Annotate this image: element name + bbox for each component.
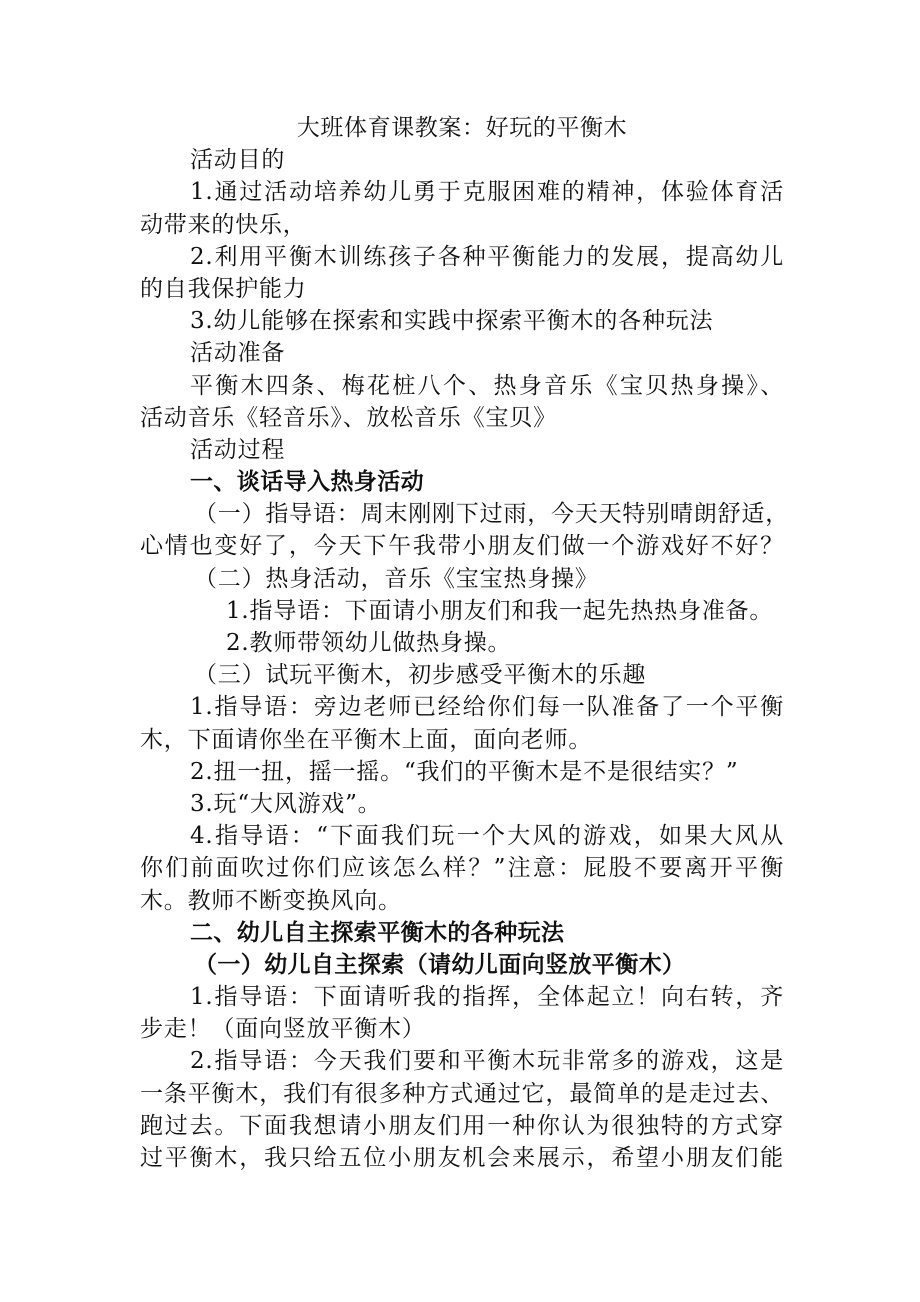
paragraph-line: （一）指导语：周末刚刚下过雨，今天天特别晴朗舒适， — [194, 501, 789, 528]
paragraph-line: 动带来的快乐， — [140, 211, 307, 238]
paragraph-line: 过平衡木，我只给五位小朋友机会来展示，希望小朋友们能 — [140, 1145, 784, 1171]
paragraph-line: 2.教师带领幼儿做热身操。 — [226, 630, 512, 656]
paragraph-line: 4.指导语：“下面我们玩一个大风的游戏，如果大风从 — [190, 823, 784, 850]
paragraph-line: 一条平衡木，我们有很多种方式通过它，最简单的是走过去、 — [140, 1080, 784, 1107]
document-title: 大班体育课教案：好玩的平衡木 — [296, 115, 628, 141]
paragraph-line: 活动音乐《轻音乐》、放松音乐《宝贝》 — [140, 404, 557, 431]
paragraph-line: 木。教师不断变换风向。 — [140, 887, 402, 914]
paragraph-line: （三）试玩平衡木，初步感受平衡木的乐趣 — [194, 662, 647, 689]
paragraph-line: 心情也变好了，今天下午我带小朋友们做一个游戏好不好？ — [140, 533, 784, 560]
paragraph-line: 2.扭一扭，摇一摇。“我们的平衡木是不是很结实？” — [190, 758, 739, 785]
paragraph-line: 3.幼儿能够在探索和实践中探索平衡木的各种玩法 — [190, 308, 714, 335]
paragraph-line: 活动准备 — [190, 340, 286, 367]
paragraph-line: 跑过去。下面我想请小朋友们用一种你认为很独特的方式穿 — [140, 1112, 784, 1139]
paragraph-line: 2.指导语：今天我们要和平衡木玩非常多的游戏，这是 — [190, 1048, 784, 1075]
paragraph-line: 1.通过活动培养幼儿勇于克服困难的精神，体验体育活 — [190, 179, 784, 206]
paragraph-line: 3.玩“大风游戏”。 — [190, 790, 382, 817]
paragraph-line: 1.指导语：旁边老师已经给你们每一队准备了一个平衡 — [190, 694, 784, 721]
section-heading: 一、谈话导入热身活动 — [190, 469, 424, 496]
paragraph-line: 1.指导语：下面请听我的指挥，全体起立！向右转，齐 — [190, 984, 784, 1011]
section-heading: （一）幼儿自主探索（请幼儿面向竖放平衡木） — [194, 951, 686, 978]
paragraph-line: 步走！（面向竖放平衡木） — [140, 1016, 426, 1043]
paragraph-line: 的自我保护能力 — [140, 275, 307, 302]
paragraph-line: 你们前面吹过你们应该怎么样？”注意：屁股不要离开平衡 — [140, 855, 784, 882]
paragraph-line: 2.利用平衡木训练孩子各种平衡能力的发展，提高幼儿 — [190, 243, 784, 270]
document-body — [140, 112, 789, 1174]
paragraph-line: 木，下面请你坐在平衡木上面，面向老师。 — [140, 726, 593, 753]
paragraph-line: 1.指导语：下面请小朋友们和我一起先热热身准备。 — [226, 597, 774, 624]
section-heading: 二、幼儿自主探索平衡木的各种玩法 — [190, 919, 565, 946]
paragraph-line: 平衡木四条、梅花桩八个、热身音乐《宝贝热身操》、 — [190, 372, 784, 399]
paragraph-list — [140, 144, 789, 1174]
paragraph-line: （二）热身活动，音乐《宝宝热身操》 — [194, 565, 599, 592]
paragraph-line: 活动目的 — [190, 147, 286, 174]
paragraph-line: 活动过程 — [190, 436, 286, 463]
